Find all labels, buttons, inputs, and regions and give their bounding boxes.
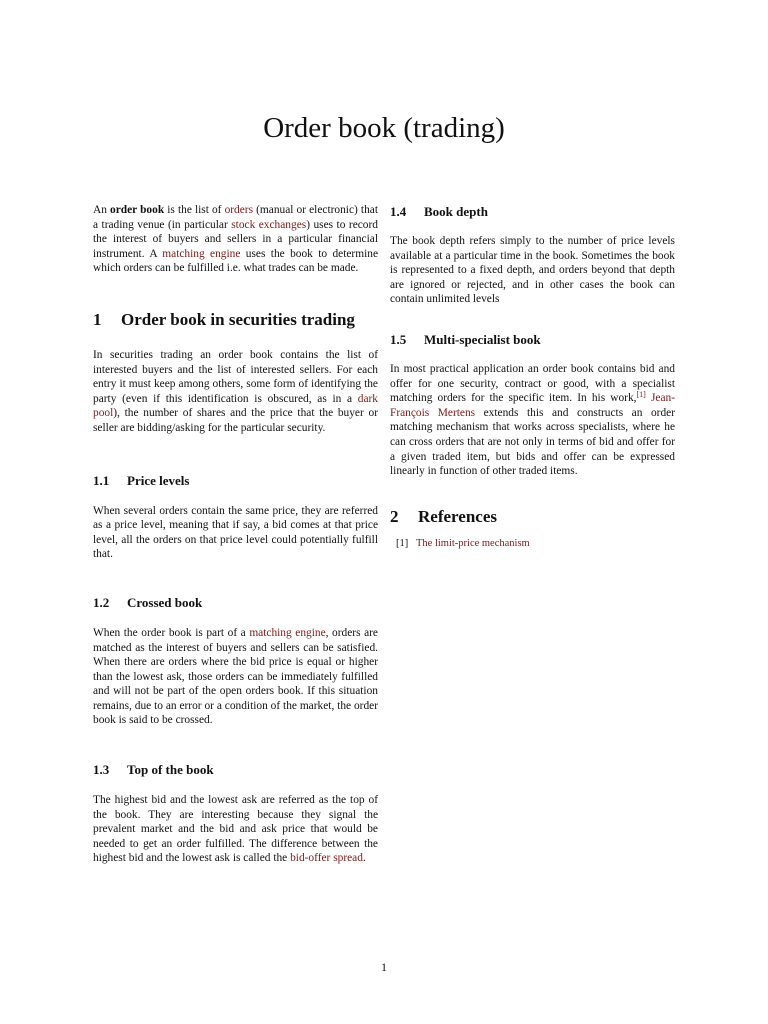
section-title: Order book in securities trading <box>121 309 355 329</box>
body-text: . <box>362 852 366 865</box>
section-number: 1.5 <box>390 331 407 347</box>
section-heading-1-2 <box>93 594 378 612</box>
left-column <box>93 203 378 866</box>
intro-text: ) uses to record the interest of buyers and sellers in a particular financial instrument. A <box>93 218 378 260</box>
section-heading-1-1 <box>93 472 378 490</box>
section-number: 1.1 <box>93 472 110 488</box>
body-text: When the order book is part of a <box>93 626 250 639</box>
section-1-1-paragraph: When several orders contain the same price, they are referred as a price level, meaning that if say, a bid comes at that price level, all the orders on that price level could potentially fulfill that. <box>93 504 378 561</box>
link-orders[interactable]: orders <box>224 204 254 216</box>
body-text: The highest bid and the lowest ask are referred as the top of the book. They are interesting because they signal the prevalent market and the bid and ask price that would be needed to get an order fulfilled. The difference between the highest bid and the lowest ask is called the <box>93 794 378 865</box>
section-title: Top of the book <box>127 762 214 778</box>
intro-text: is the list of <box>164 204 225 216</box>
body-text: In securities trading an order book contains the list of interested buyers and the list of interested sellers. For each entry it must keep among others, some form of identifying the party (even if this identification is obscured, as in a <box>93 348 378 405</box>
section-number: 1.3 <box>93 762 110 778</box>
section-1-paragraph <box>93 348 378 436</box>
section-title: Book depth <box>424 204 488 219</box>
section-title: Multi-specialist book <box>424 331 541 347</box>
body-text: extends this and constructs an order matching mechanism that works across specialists, where he can cross orders that are not only in terms of bid and offer for a given traded item, but bids and offer can be expressed linearly in function of other traded items. <box>390 406 675 478</box>
section-number: 1 <box>93 309 102 329</box>
link-matching-engine[interactable]: matching engine <box>162 247 241 260</box>
section-title: Price levels <box>127 472 190 488</box>
section-title: References <box>418 506 497 526</box>
link-dark-pool[interactable]: dark pool <box>93 392 378 420</box>
section-heading-1-5 <box>390 331 675 349</box>
reference-number: [1] <box>396 537 409 549</box>
citation-link[interactable]: [1] <box>636 390 646 400</box>
section-number: 2 <box>390 506 399 526</box>
link-jean-francois-mertens[interactable]: Jean-François Mertens <box>390 392 675 419</box>
right-column <box>390 203 675 551</box>
body-text: ), the number of shares and the price that the buyer or seller are bidding/asking for the particular security. <box>93 407 378 434</box>
section-1-3-paragraph <box>93 793 378 866</box>
intro-text: (manual or electronic) that a trading venue (in particular <box>93 204 378 231</box>
intro-text: uses the book to determine which orders can be fulfilled i.e. what trades can be made. <box>93 247 379 275</box>
reference-item <box>390 537 675 551</box>
page-number: 1 <box>381 960 387 974</box>
intro-term: order book <box>110 204 165 216</box>
section-heading-1 <box>93 308 378 332</box>
link-matching-engine[interactable]: matching engine <box>249 626 326 639</box>
reference-link[interactable]: The limit-price mechanism <box>416 537 530 549</box>
section-1-2-paragraph <box>93 626 378 728</box>
intro-paragraph <box>93 203 378 276</box>
section-title: Crossed book <box>127 594 203 610</box>
link-stock-exchanges[interactable]: stock exchanges <box>231 218 307 231</box>
link-bid-offer-spread[interactable]: bid-offer spread <box>290 852 363 865</box>
intro-text: An <box>93 204 111 216</box>
body-text: , orders are matched as the interest of buyers and sellers can be satisfied. When there are orders where the bid price is equal or higher than the lowest ask, those orders can be immediately fulfilled and will not be part of the open orders book. If this situation remains, due to an error or a condition of the market, the order book is said to be crossed. <box>93 626 378 727</box>
section-1-5-paragraph <box>390 362 675 479</box>
section-heading-1-4 <box>390 203 675 221</box>
section-number: 1.4 <box>390 204 407 219</box>
section-heading-1-3 <box>93 761 378 779</box>
body-text: In most practical application an order book contains bid and offer for one security, contract or good, with a specialist matching orders for the specific item. In his work, <box>390 362 675 405</box>
section-number: 1.2 <box>93 594 110 610</box>
page-title: Order book (trading) <box>263 112 505 144</box>
section-heading-2 <box>390 505 675 529</box>
section-1-4-paragraph: The book depth refers simply to the number of price levels available at a particular time in the book. Sometimes the book is represented to a fixed depth, and orders beyond that depth are ignored or rejected, and in other cases the book can contain unlimited levels <box>390 235 675 306</box>
